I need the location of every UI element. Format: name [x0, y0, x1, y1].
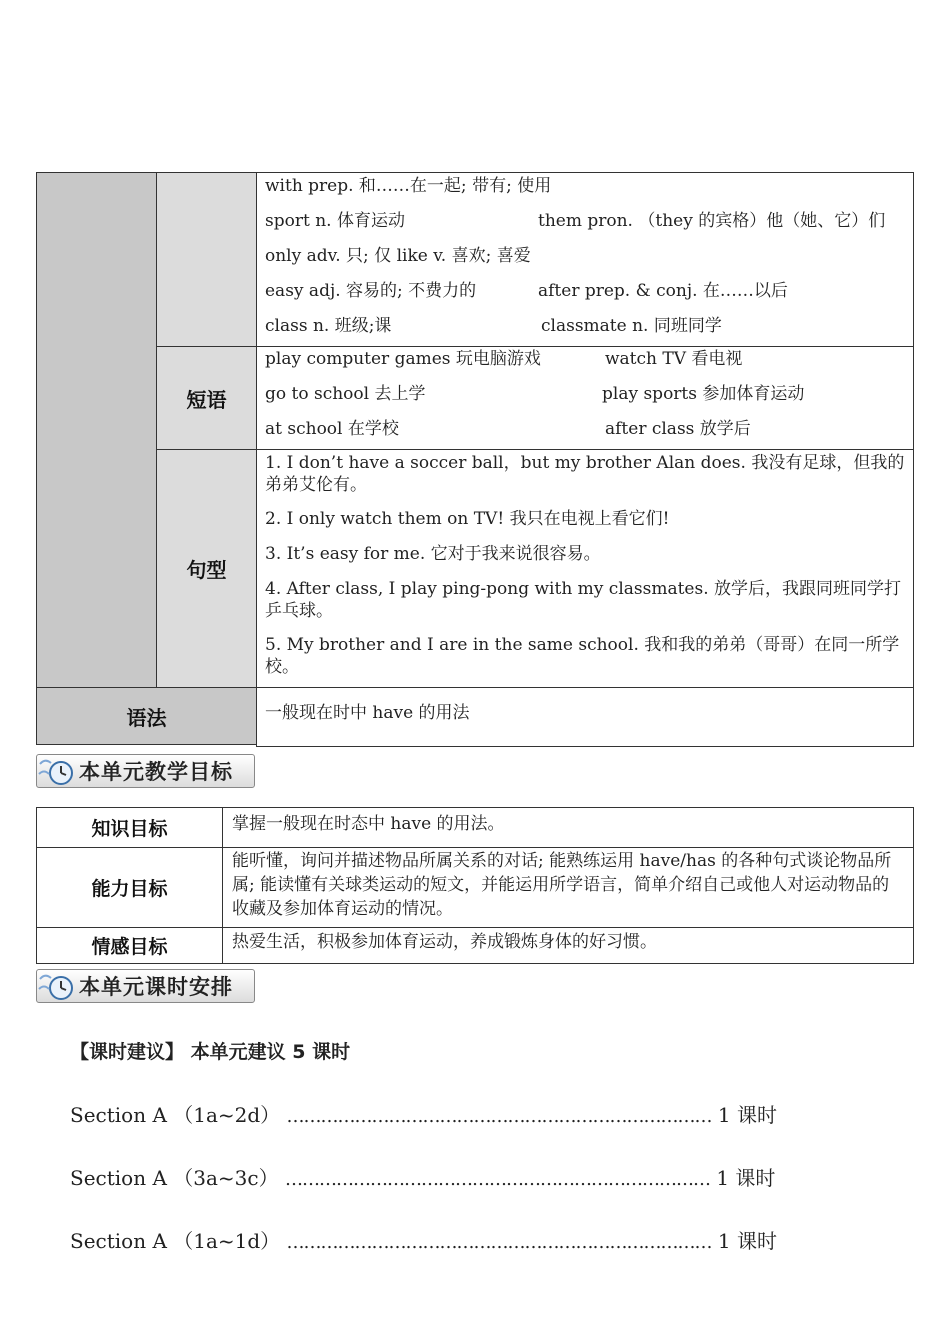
schedule-title: 【课时建议】 本单元建议 5 课时	[70, 1041, 351, 1063]
vocab-line-2a: sport n. 体育运动	[265, 211, 405, 231]
phrase-3b: after class 放学后	[605, 419, 751, 439]
phrase-1b: watch TV 看电视	[605, 349, 743, 369]
goals-table	[36, 807, 914, 964]
phrase-2b: play sports 参加体育运动	[602, 384, 805, 404]
grammar-content-cell	[256, 687, 914, 747]
vocab-line-1: with prep. 和……在一起; 带有; 使用	[265, 176, 552, 196]
schedule-hours: 1 课时	[717, 1229, 777, 1253]
teaching-goals-banner	[36, 754, 255, 788]
goal-emotion-text: 热爱生活，积极参加体育运动，养成锻炼身体的好习惯。	[232, 932, 657, 952]
schedule-section: Section A （1a~1d）	[70, 1229, 281, 1253]
schedule-section: Section A （1a~2d）	[70, 1103, 281, 1127]
category-column	[36, 172, 157, 688]
sentence-5: 5. My brother and I are in the same school. 我和我的弟弟（哥哥）在同一所学校。	[265, 635, 900, 677]
phrases-content-cell	[256, 346, 914, 450]
vocab-content-cell	[256, 172, 914, 347]
phrase-2a: go to school 去上学	[265, 384, 426, 404]
schedule-dots: …………………………………………………………………	[284, 1169, 710, 1190]
schedule-dots: …………………………………………………………………	[286, 1106, 712, 1127]
schedule-section: Section A （3a~3c）	[70, 1166, 279, 1190]
schedule-hours: 1 课时	[716, 1166, 776, 1190]
vocab-line-5b: classmate n. 同班同学	[541, 316, 722, 336]
vocab-line-5a: class n. 班级;课	[265, 316, 392, 336]
clock-icon	[37, 754, 79, 788]
clock-icon	[37, 969, 79, 1003]
schedule-row	[70, 1225, 880, 1254]
schedule-row	[70, 1162, 880, 1191]
schedule-banner-title: 本单元课时安排	[79, 975, 233, 999]
schedule-hours: 1 课时	[717, 1103, 777, 1127]
goal-knowledge-text: 掌握一般现在时态中 have 的用法。	[232, 814, 505, 834]
vocab-line-3: only adv. 只; 仅 like v. 喜欢; 喜爱	[265, 246, 531, 266]
sentence-4: 4. After class, I play ping-pong with my classmates. 放学后，我跟同班同学打乒乓球。	[265, 579, 902, 621]
grammar-label: 语法	[36, 687, 257, 745]
sentence-1: 1. I don’t have a soccer ball，but my brother Alan does. 我没有足球，但我的弟弟艾伦有。	[265, 453, 905, 495]
vocab-line-4a: easy adj. 容易的; 不费力的	[265, 281, 477, 301]
vocabulary-table	[36, 172, 914, 747]
phrase-3a: at school 在学校	[265, 419, 399, 439]
teaching-goals-title: 本单元教学目标	[79, 760, 233, 784]
goal-ability-label: 能力目标	[91, 878, 168, 900]
goal-ability-text: 能听懂，询问并描述物品所属关系的对话; 能熟练运用 have/has 的各种句式谈论物品所属; 能读懂有关球类运动的短文，并能运用所学语言，简单介绍自己或他人对运动物品的收藏及参加体育运动的情况。	[232, 851, 892, 919]
sentence-2: 2. I only watch them on TV! 我只在电视上看它们!	[265, 509, 670, 529]
grammar-text: 一般现在时中 have 的用法	[265, 703, 470, 723]
sentences-label: 句型	[156, 449, 257, 688]
schedule-dots: …………………………………………………………………	[286, 1232, 712, 1253]
vocab-line-2b: them pron. （they 的宾格）他（她、它）们	[538, 211, 886, 231]
goal-emotion-label: 情感目标	[91, 936, 168, 958]
phrases-label: 短语	[156, 346, 257, 450]
sentence-3: 3. It’s easy for me. 它对于我来说很容易。	[265, 544, 601, 564]
phrase-1a: play computer games 玩电脑游戏	[265, 349, 541, 369]
vocab-line-4b: after prep. & conj. 在……以后	[538, 281, 788, 301]
goal-knowledge-label: 知识目标	[91, 818, 168, 840]
schedule-row	[70, 1099, 880, 1128]
vocab-label-cell	[156, 172, 257, 347]
sentences-content-cell	[256, 449, 914, 688]
schedule-banner	[36, 969, 255, 1003]
